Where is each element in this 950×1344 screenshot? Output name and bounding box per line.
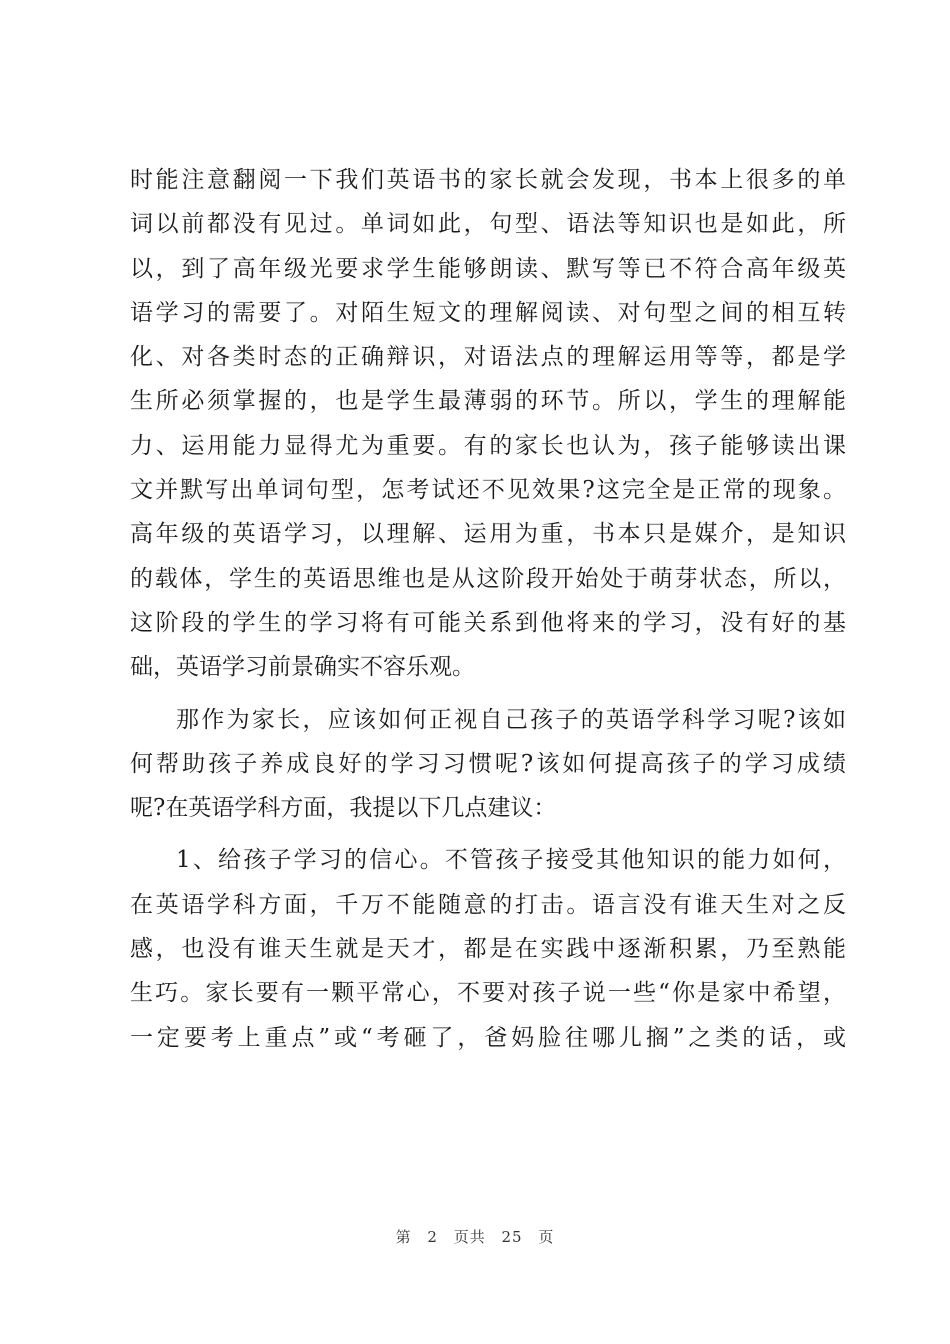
paragraph-3 xyxy=(130,838,846,1059)
text-line: 础，英语学习前景确实不容乐观。 xyxy=(130,654,475,681)
document-body xyxy=(130,158,846,1060)
text-line: 时能注意翻阅一下我们英语书的家长就会发现，书本上很多的单 xyxy=(130,167,846,193)
text-line: 生所必须掌握的，也是学生最薄弱的环节。所以，学生的理解能 xyxy=(130,388,846,415)
text-line: 力、运用能力显得尤为重要。有的家长也认为，孩子能够读出课 xyxy=(130,432,846,459)
paragraph-spacer xyxy=(130,830,846,838)
text-line: 高年级的英语学习，以理解、运用为重，书本只是媒介，是知识 xyxy=(130,521,846,548)
text-line: 语学习的需要了。对陌生短文的理解阅读、对句型之间的相互转 xyxy=(130,299,846,326)
text-line: 1、给孩子学习的信心。不管孩子接受其他知识的能力如何， xyxy=(176,847,846,874)
paragraph-spacer xyxy=(130,690,846,698)
current-page-number: 2 xyxy=(427,1228,438,1246)
page-footer xyxy=(0,1226,950,1247)
text-line: 生巧。家长要有一颗平常心，不要对孩子说一些“你是家中希望， xyxy=(130,980,846,1007)
text-line: 的载体，学生的英语思维也是从这阶段开始处于萌芽状态，所以， xyxy=(130,565,846,592)
text-line: 在英语学科方面，千万不能随意的打击。语言没有谁天生对之反 xyxy=(130,891,846,918)
text-line: 这阶段的学生的学习将有可能关系到他将来的学习，没有好的基 xyxy=(130,609,846,636)
paragraph-2 xyxy=(130,698,846,831)
text-line: 何帮助孩子养成良好的学习习惯呢?该如何提高孩子的学习成绩 xyxy=(130,750,846,777)
footer-middle: 页共 xyxy=(453,1228,486,1246)
footer-suffix: 页 xyxy=(538,1228,555,1246)
text-line: 化、对各类时态的正确辩识，对语法点的理解运用等等，都是学 xyxy=(130,344,846,371)
text-line: 以，到了高年级光要求学生能够朗读、默写等已不符合高年级英 xyxy=(130,255,846,282)
total-pages-number: 25 xyxy=(501,1228,523,1246)
text-line: 感，也没有谁天生就是天才，都是在实践中逐渐积累，乃至熟能 xyxy=(130,936,846,963)
text-line: 文并默写出单词句型，怎考试还不见效果?这完全是正常的现象。 xyxy=(130,477,846,504)
text-line: 那作为家长，应该如何正视自己孩子的英语学科学习呢?该如 xyxy=(176,706,846,733)
footer-prefix: 第 xyxy=(395,1228,412,1246)
text-line: 词以前都没有见过。单词如此，句型、语法等知识也是如此，所 xyxy=(130,211,846,238)
text-line: 呢?在英语学科方面，我提以下几点建议： xyxy=(130,795,557,822)
text-line: 一定要考上重点”或“考砸了，爸妈脸往哪儿搁”之类的话，或 xyxy=(130,1024,846,1051)
paragraph-1 xyxy=(130,158,846,690)
